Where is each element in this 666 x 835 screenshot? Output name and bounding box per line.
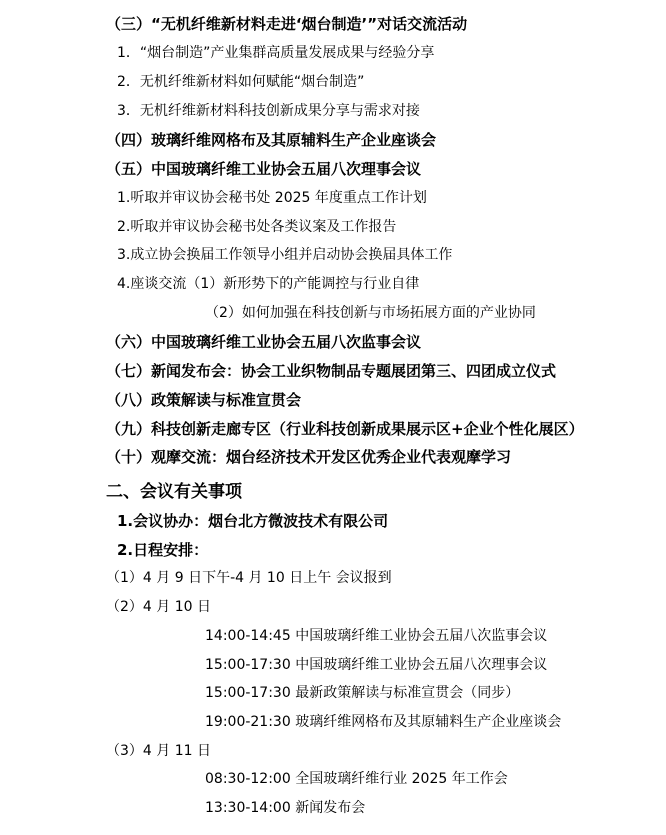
schedule-entry: 15:00-17:30 中国玻璃纤维工业协会五届八次理事会议: [205, 657, 548, 673]
section-6-heading: （六）中国玻璃纤维工业协会五届八次监事会议: [106, 333, 422, 351]
schedule-entry: 15:00-17:30 最新政策解读与标准宣贯会（同步）: [205, 685, 520, 701]
list-item: 3．无机纤维新材料科技创新成果分享与需求对接: [117, 103, 420, 119]
section-4-heading: （四）玻璃纤维网格布及其原辅料生产企业座谈会: [106, 131, 437, 149]
schedule-entry: 08:30-12:00 全国玻璃纤维行业 2025 年工作会: [205, 771, 508, 787]
list-item: 3.成立协会换届工作领导小组并启动协会换届具体工作: [117, 247, 453, 263]
list-item: 4.座谈交流（1）新形势下的产能调控与行业自律: [117, 276, 420, 292]
list-item: 2．无机纤维新材料如何赋能“烟台制造”: [117, 74, 365, 90]
schedule-day: （2）4 月 10 日: [106, 599, 211, 615]
section-7-heading: （七）新闻发布会：协会工业织物制品专题展团第三、四团成立仪式: [106, 362, 557, 380]
list-item: 2.听取并审议协会秘书处各类议案及工作报告: [117, 219, 397, 235]
list-item: （2）如何加强在科技创新与市场拓展方面的产业协同: [205, 305, 536, 321]
co-organizer-item: 1.会议协办：烟台北方微波技术有限公司: [117, 512, 389, 530]
schedule-day: （3）4 月 11 日: [106, 743, 211, 759]
list-item: 1．“烟台制造”产业集群高质量发展成果与经验分享: [117, 45, 435, 61]
schedule-entry: 13:30-14:00 新闻发布会: [205, 800, 366, 816]
schedule-entry: 19:00-21:30 玻璃纤维网格布及其原辅料生产企业座谈会: [205, 714, 562, 730]
section-heading-meeting-matters: 二、会议有关事项: [106, 482, 242, 502]
section-5-heading: （五）中国玻璃纤维工业协会五届八次理事会议: [106, 160, 422, 178]
section-3-heading: （三）“无机纤维新材料走进‘烟台制造’”对话交流活动: [106, 15, 468, 33]
section-8-heading: （八）政策解读与标准宣贯会: [106, 391, 302, 409]
schedule-entry: 14:00-14:45 中国玻璃纤维工业协会五届八次监事会议: [205, 628, 548, 644]
section-10-heading: （十）观摩交流：烟台经济技术开发区优秀企业代表观摩学习: [106, 448, 512, 466]
section-9-heading: （九）科技创新走廊专区（行业科技创新成果展示区+企业个性化展区）: [106, 420, 584, 438]
schedule-heading: 2.日程安排：: [117, 541, 209, 559]
schedule-day: （1）4 月 9 日下午-4 月 10 日上午 会议报到: [106, 570, 392, 586]
list-item: 1.听取并审议协会秘书处 2025 年度重点工作计划: [117, 190, 427, 206]
